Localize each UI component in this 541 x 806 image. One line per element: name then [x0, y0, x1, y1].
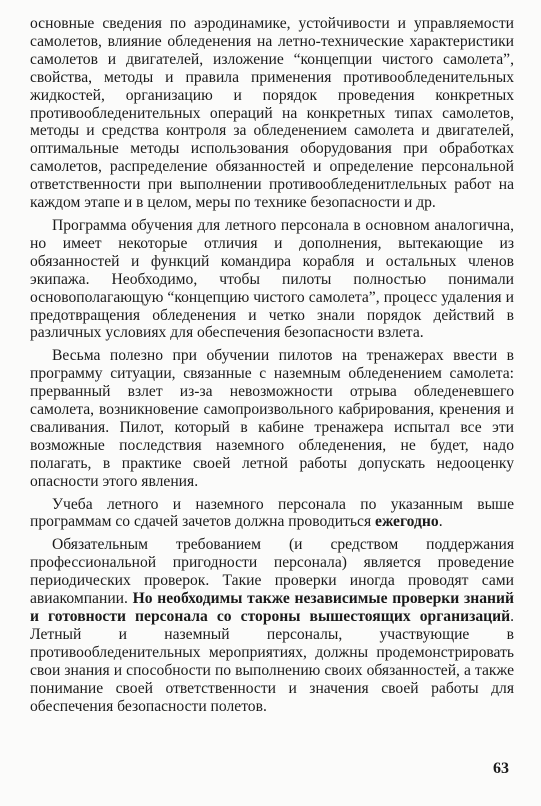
paragraph-5-text-a: Обязательным требованием (и средством поддержания профессиональной пригодности персонала) является проведение периодических проверок. Такие проверки иногда проводят сами авиакомпании.	[30, 536, 514, 608]
paragraph-2	[30, 217, 514, 342]
paragraph-4	[30, 496, 514, 532]
body-text	[30, 15, 514, 720]
paragraph-5	[30, 536, 514, 715]
paragraph-1-text: основные сведения по аэродинамике, устойчивости и управляемости самолетов, влияние обледенения на летно-технические характеристики самолетов и двигателей, изложение “концепции чистого самолета”, свойства, методы и правила применения противообледенительных жидкостей, организацию и порядок проведения конкретных противообледенительных операций на конкретных типах самолетов, методы и средства контроля за обледенением самолета и двигателей, оптимальные методы использования оборудования при обработках самолетов, распределение обязанностей и определение персональной ответственности при выполнении противообледенитлельных работ на каждом этапе и в целом, меры по технике безопасности и др.	[30, 15, 514, 212]
paragraph-3-text: Весьма полезно при обучении пилотов на тренажерах ввести в программу ситуации, связанные с наземным обледенением самолета: прерванный взлет из-за невозможности отрыва обледеневшего самолета, возникновение самопроизвольного кабрирования, кренения и сваливания. Пилот, который в кабине тренажера испытал все эти возможные последствия наземного обледенения, не будет, надо полагать, в практике своей летной работы допускать недооценку опасности этого явления.	[30, 347, 514, 490]
paragraph-4-text-a: Учеба летного и наземного персонала по указанным выше программам со сдачей зачетов должна проводиться	[30, 495, 514, 531]
page-number: 63	[493, 760, 509, 777]
paragraph-5-text-b: . Летный и наземный персоналы, участвующие в противообледенительных мероприятиях, должны продемонстрировать свои знания и способности по выполнению своих обязанностей, а также понимание своей ответственности и значения своей работы для обеспечения безопасности полетов.	[30, 608, 514, 715]
paragraph-1	[30, 15, 514, 212]
paragraph-2-text: Программа обучения для летного персонала в основном аналогична, но имеет некоторые отличия и дополнения, вытекающие из обязанностей и функций командира корабля и остальных членов экипажа. Необходимо, чтобы пилоты полностью понимали основополагающую “концепцию чистого самолета”, процесс удаления и предотвращения обледенения и четко знали порядок действий в различных условиях для обеспечения безопасности взлета.	[30, 216, 514, 342]
paragraph-4-emphasis: ежегодно	[375, 513, 439, 531]
paragraph-5-emphasis: Но необходимы также независимые проверки знаний и готовности персонала со стороны вышестоящих организаций	[30, 590, 514, 625]
paragraph-4-text-b: .	[438, 513, 443, 531]
paragraph-3	[30, 347, 514, 490]
